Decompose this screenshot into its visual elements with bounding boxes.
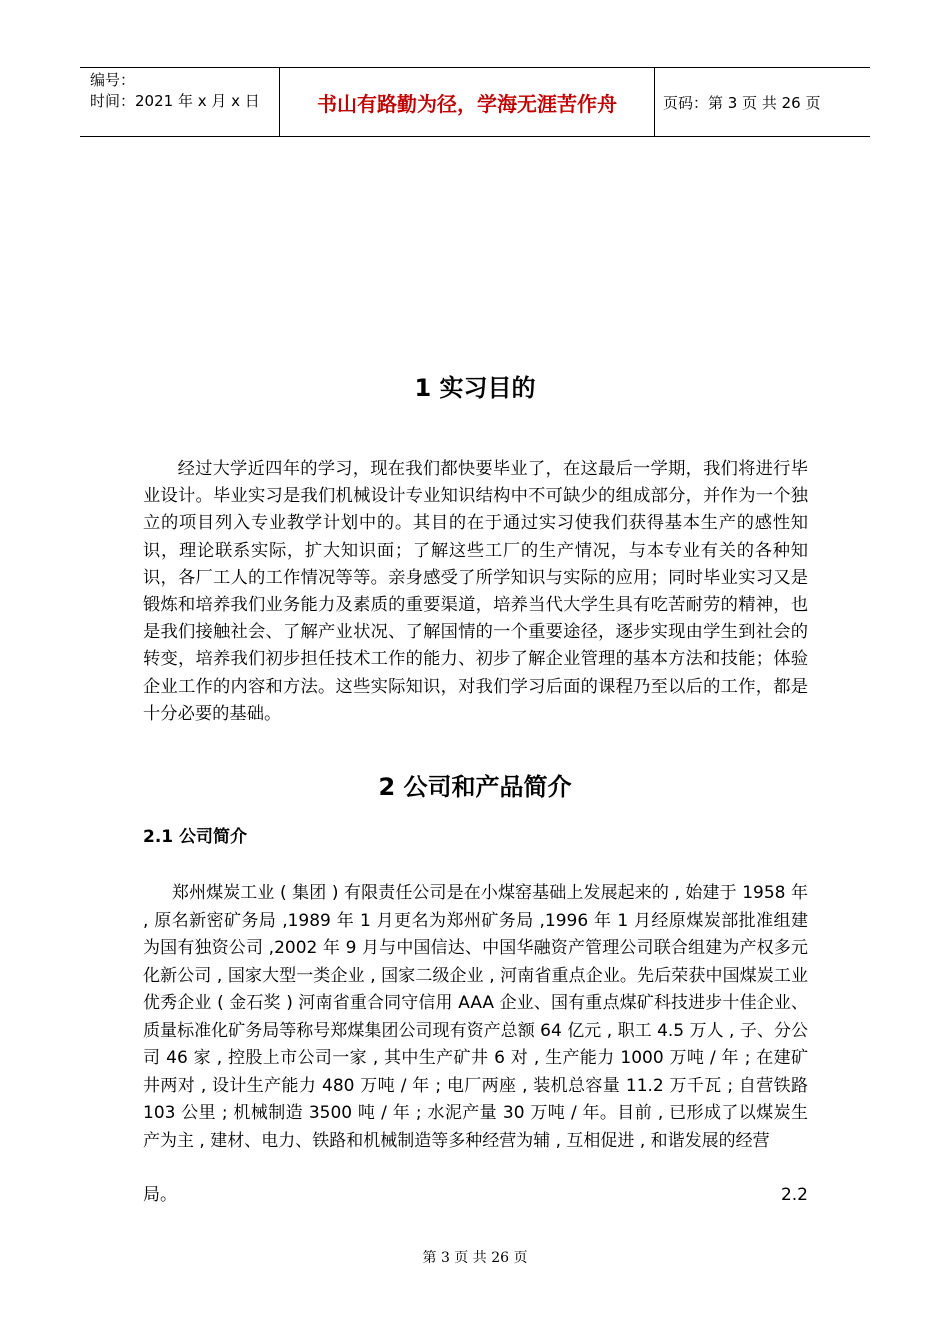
section-2-1-last-line — [143, 1182, 808, 1209]
next-section-number: 2.2 — [780, 1185, 808, 1205]
page-header — [80, 67, 870, 137]
section-2-title: 2 公司和产品简介 — [378, 773, 572, 801]
section-1-body: 经过大学近四年的学习，现在我们都快要毕业了，在这最后一学期，我们将进行毕业设计。毕业实习是我们机械设计专业知识结构中不可缺少的组成部分，并作为一个独立的项目列入专业教学计划中的。其目的在于通过实习使我们获得基本生产的感性知识，理论联系实际，扩大知识面；了解这些工厂的生产情况，与本专业有关的各种知识，各厂工人的工作情况等等。亲身感受了所学知识与实际的应用；同时毕业实习又是锻炼和培养我们业务能力及素质的重要渠道，培养当代大学生具有吃苦耐劳的精神，也是我们接触社会、了解产业状况、了解国情的一个重要途径，逐步实现由学生到社会的转变，培养我们初步担任技术工作的能力、初步了解企业管理的基本方法和技能；体验企业工作的内容和方法。这些实际知识，对我们学习后面的课程乃至以后的工作，都是十分必要的基础。 — [143, 459, 808, 724]
page-footer: 第 3 页 共 26 页 — [422, 1250, 528, 1266]
header-meta — [80, 68, 280, 136]
section-1-title: 1 实习目的 — [414, 374, 536, 402]
header-page-info: 页码：第 3 页 共 26 页 — [663, 93, 821, 112]
section-2-1-body: 郑州煤炭工业 ( 集团 ) 有限责任公司是在小煤窑基础上发展起来的 , 始建于 1958 年 , 原名新密矿务局 ,1989 年 1 月更名为郑州矿务局 ,1996 年 1 月经原煤炭部批准组建为国有独资公司 ,2002 年 9 月与中国信达、中国华融资产管理公司联合组建为产权多元化新公司 , 国家大型一类企业 , 国家二级企业 , 河南省重点企业。先后荣获中国煤炭工业优秀企业 ( 金石奖 ) 河南省重合同守信用 AAA 企业、国有重点煤矿科技进步十佳企业、质量标准化矿务局等称号郑煤集团公司现有资产总额 64 亿元 , 职工 4.5 万人 , 子、分公司 46 家 , 控股上市公司一家 , 其中生产矿井 6 对 , 生产能力 1000 万吨 / 年 ; 在建矿井两对 , 设计生产能力 480 万吨 / 年 ; 电厂两座 , 装机总容量 11.2 万千瓦 ; 自营铁路 103 公里 ; 机械制造 3500 吨 / 年 ; 水泥产量 30 万吨 / 年。目前 , 已形成了以煤炭生产为主 , 建材、电力、铁路和机械制造等多种经营为辅 , 互相促进 , 和谐发展的经营 — [143, 883, 808, 1151]
header-motto: 书山有路勤为径，学海无涯苦作舟 — [280, 68, 655, 136]
section-2-1-subtitle: 2.1 公司简介 — [143, 827, 248, 847]
section-2-1-last-text: 局。 — [143, 1185, 177, 1205]
header-time-label: 时间：2021 年 x 月 x 日 — [90, 92, 260, 110]
header-number-label: 编号： — [90, 71, 136, 89]
